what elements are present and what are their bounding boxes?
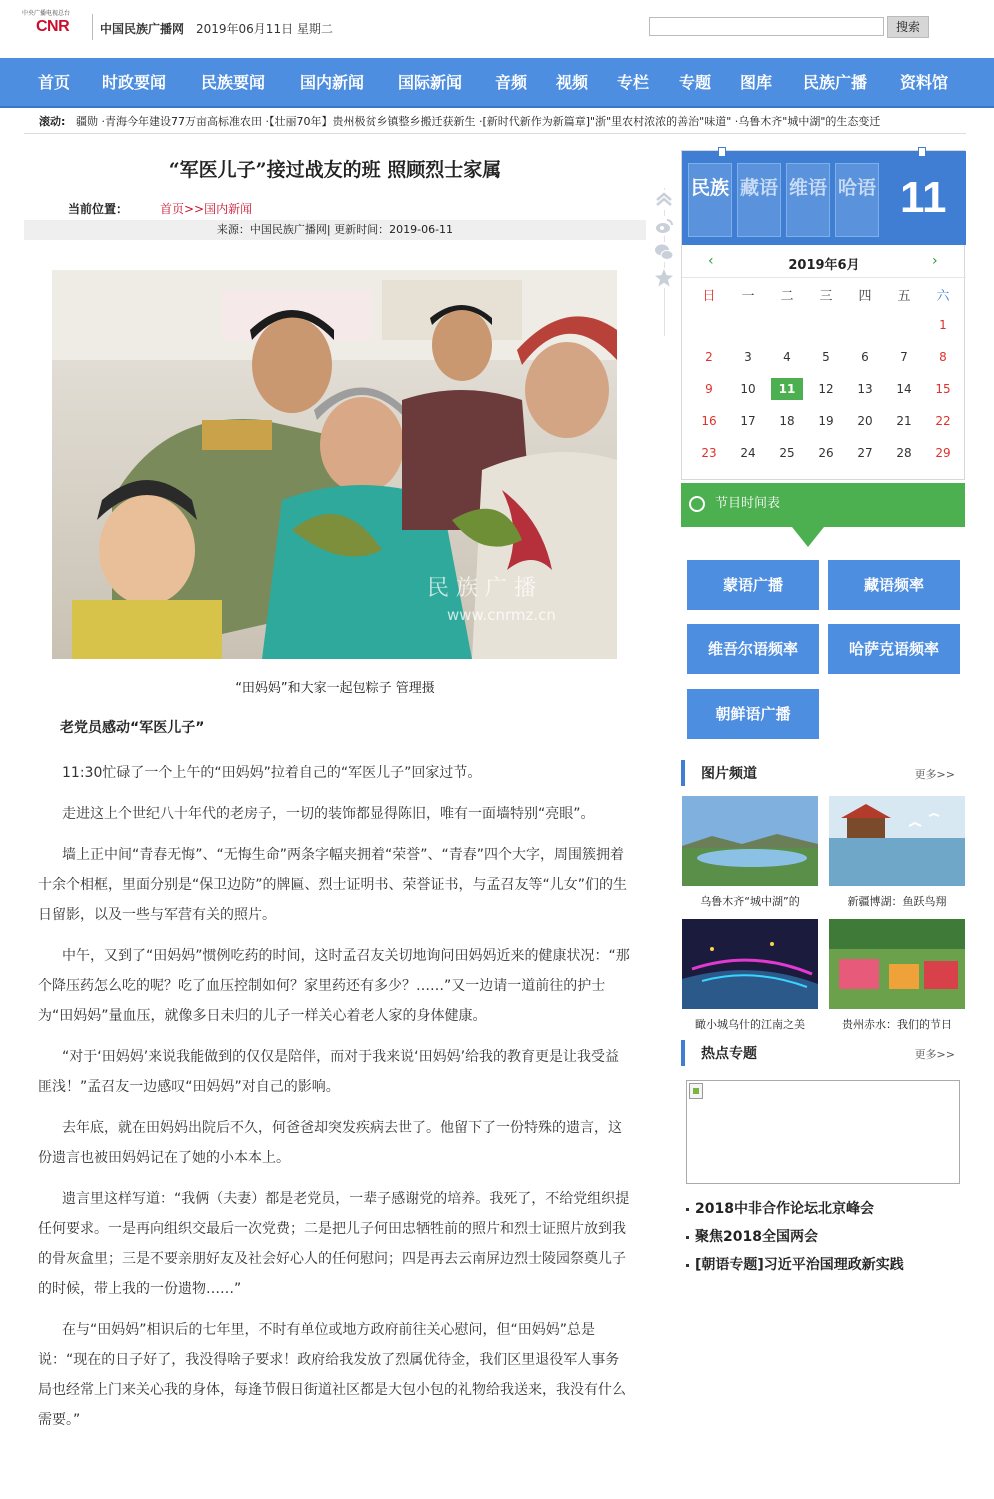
calendar-day[interactable]: 14 bbox=[896, 382, 912, 396]
mongolian-radio-button[interactable]: 蒙语广播 bbox=[687, 560, 819, 610]
nav-item-video[interactable]: 视频 bbox=[556, 73, 589, 92]
kazakh-radio-button[interactable]: 哈萨克语频率 bbox=[828, 624, 960, 674]
calendar-day[interactable]: 25 bbox=[779, 446, 795, 460]
picture-thumb-bohu[interactable] bbox=[829, 796, 965, 886]
calendar-day[interactable]: 10 bbox=[740, 382, 756, 396]
search-button[interactable]: 搜索 bbox=[887, 16, 929, 38]
section-bar bbox=[681, 760, 685, 786]
calendar-day[interactable]: 8 bbox=[939, 350, 947, 364]
wechat-icon[interactable] bbox=[654, 242, 674, 262]
hot-topic-label: 聚焦2018全国两会 bbox=[695, 1229, 818, 1245]
bullet-icon bbox=[686, 1264, 689, 1267]
calendar-weekday: 三 bbox=[819, 289, 833, 304]
paragraph: 走进这上个世纪八十年代的老房子，一切的装饰都显得陈旧，唯有一面墙特别“亮眼”。 bbox=[62, 806, 595, 822]
hot-topics-header bbox=[681, 1038, 965, 1068]
calendar-header bbox=[682, 151, 966, 245]
calendar-day[interactable]: 7 bbox=[900, 350, 908, 364]
calendar-day[interactable]: 27 bbox=[857, 446, 873, 460]
schedule-bar[interactable] bbox=[681, 483, 965, 527]
calendar-day[interactable]: 3 bbox=[744, 350, 752, 364]
paragraph: 11:30忙碌了一个上午的“田妈妈”拉着自己的“军医儿子”回家过节。 bbox=[62, 765, 482, 781]
hot-topic-list bbox=[686, 1198, 966, 1282]
paragraph: 中午，又到了“田妈妈”惯例吃药的时间，这时孟召友关切地询问田妈妈近来的健康状况：“那个降压药怎么吃的呢？吃了血压控制如何？家里药还有多少？……”又一边请一道前往的护士为“田妈妈”量血压，就像多日未归的儿子一样关心着老人家的身体健康。 bbox=[38, 948, 630, 1024]
calendar-widget bbox=[681, 150, 965, 480]
ticker-text[interactable]: 疆勋 ·青海今年建设77万亩高标准农田 ·【壮丽70年】贵州极贫乡镇整乡搬迁获新生 ·[新时代新作为新篇章]"浙"里农村浓浓的善治"味道" ·乌鲁木齐"城中湖"的生态变迁 bbox=[76, 115, 881, 128]
calendar-day[interactable]: 22 bbox=[935, 414, 951, 428]
article-title: “军医儿子”接过战友的班 照顾烈士家属 bbox=[168, 159, 502, 181]
calendar-day[interactable]: 1 bbox=[939, 318, 947, 332]
nav-item-politics[interactable]: 时政要闻 bbox=[102, 73, 167, 92]
calendar-day[interactable]: 5 bbox=[822, 350, 830, 364]
calendar-day[interactable]: 16 bbox=[701, 414, 717, 428]
breadcrumb-label: 当前位置： bbox=[68, 202, 129, 216]
schedule-label: 节目时间表 bbox=[715, 496, 781, 511]
site-name[interactable]: 中国民族广播网 bbox=[100, 22, 185, 36]
nav-item-ethnic-radio[interactable]: 民族广播 bbox=[803, 73, 868, 92]
calendar-weekday: 二 bbox=[780, 289, 794, 304]
favorite-icon[interactable] bbox=[654, 268, 674, 288]
calendar-day[interactable]: 18 bbox=[779, 414, 795, 428]
logo-small-text: 中央广播电视总台 bbox=[22, 10, 71, 17]
calendar-divider bbox=[682, 277, 966, 278]
calendar-day[interactable]: 9 bbox=[705, 382, 713, 396]
picture-channel-title: 图片频道 bbox=[701, 766, 757, 782]
nav-item-ethnic-news[interactable]: 民族要闻 bbox=[201, 73, 266, 92]
photo-watermark-url: www.cnrmz.cn bbox=[447, 606, 556, 624]
calendar-weekday: 六 bbox=[936, 289, 950, 304]
calendar-day[interactable]: 19 bbox=[818, 414, 834, 428]
article-subhead: 老党员感动“军医儿子” bbox=[60, 720, 205, 736]
picture-channel-more-link[interactable]: 更多>> bbox=[914, 768, 955, 781]
calendar-weekday: 五 bbox=[897, 289, 911, 304]
calendar-day[interactable]: 24 bbox=[740, 446, 756, 460]
bullet-icon bbox=[686, 1236, 689, 1239]
hot-topic-banner[interactable] bbox=[686, 1080, 960, 1184]
calendar-day[interactable]: 20 bbox=[857, 414, 873, 428]
ticker-label: 滚动: bbox=[39, 115, 66, 128]
picture-thumb-urumqi[interactable] bbox=[682, 796, 818, 886]
calendar-day[interactable]: 12 bbox=[818, 382, 834, 396]
section-bar bbox=[681, 1040, 685, 1066]
picture-caption[interactable]: 新疆博湖：鱼跃鸟翔 bbox=[847, 895, 947, 908]
cnr-logo[interactable] bbox=[22, 10, 92, 48]
calendar-day[interactable]: 4 bbox=[783, 350, 791, 364]
hot-topic-item[interactable] bbox=[686, 1226, 966, 1254]
hot-topic-item[interactable] bbox=[686, 1198, 966, 1226]
lang-tab-tibetan[interactable]: 藏语 bbox=[737, 163, 781, 237]
schedule-arrow bbox=[792, 527, 824, 547]
picture-caption[interactable]: 瞰小城乌什的江南之美 bbox=[695, 1018, 805, 1031]
nav-item-domestic[interactable]: 国内新闻 bbox=[300, 73, 365, 92]
top-header bbox=[0, 0, 994, 58]
calendar-day[interactable]: 21 bbox=[896, 414, 912, 428]
hot-topics-more-link[interactable]: 更多>> bbox=[914, 1048, 955, 1061]
calendar-ring bbox=[918, 147, 926, 157]
search-input[interactable] bbox=[649, 17, 884, 36]
picture-thumb-chishui[interactable] bbox=[829, 919, 965, 1009]
paragraph: 墙上正中间“青春无悔”、“无悔生命”两条字幅夹拥着“荣誉”、“青春”四个大字，周围簇拥着十余个相框，里面分别是“保卫边防”的牌匾、烈士证明书、荣誉证书，与孟召友等“儿女”们的生日留影，以及一些与军营有关的照片。 bbox=[38, 847, 628, 923]
calendar-weekday: 一 bbox=[741, 289, 755, 304]
weibo-icon[interactable] bbox=[654, 216, 674, 236]
clock-icon bbox=[689, 496, 705, 512]
calendar-ring bbox=[718, 147, 726, 157]
calendar-day[interactable]: 23 bbox=[701, 446, 717, 460]
calendar-day[interactable]: 17 bbox=[740, 414, 756, 428]
article-photo bbox=[52, 270, 617, 659]
calendar-weekday: 日 bbox=[702, 289, 716, 304]
picture-thumb-wushi[interactable] bbox=[682, 919, 818, 1009]
calendar-day[interactable]: 29 bbox=[935, 446, 951, 460]
nav-item-topics[interactable]: 专题 bbox=[679, 73, 712, 92]
article-body bbox=[38, 758, 630, 1446]
lang-tab-uyghur[interactable]: 维语 bbox=[786, 163, 830, 237]
calendar-weekday: 四 bbox=[858, 289, 872, 304]
breadcrumb[interactable]: 首页>>国内新闻 bbox=[160, 202, 253, 216]
calendar-day[interactable]: 6 bbox=[861, 350, 869, 364]
calendar-day[interactable]: 13 bbox=[857, 382, 873, 396]
news-ticker bbox=[24, 110, 966, 134]
tibetan-radio-button[interactable]: 藏语频率 bbox=[828, 560, 960, 610]
broken-image-icon bbox=[689, 1083, 703, 1099]
calendar-day[interactable]: 15 bbox=[935, 382, 951, 396]
lang-tab-kazakh[interactable]: 哈语 bbox=[835, 163, 879, 237]
hot-topic-label: 2018中非合作论坛北京峰会 bbox=[695, 1201, 874, 1217]
paragraph: 在与“田妈妈”相识后的七年里，不时有单位或地方政府前往关心慰问，但“田妈妈”总是说：“现在的日子好了，我没得啥子要求！政府给我发放了烈属优待金，我们区里退役军人事务局也经常上门来关心我的身体，每逢节假日街道社区都是大包小包的礼物给我送来，我没有什么需要。” bbox=[38, 1322, 626, 1428]
paragraph: 去年底，就在田妈妈出院后不久，何爸爸却突发疾病去世了。他留下了一份特殊的遗言，这份遗言也被田妈妈记在了她的小本本上。 bbox=[38, 1120, 622, 1166]
nav-item-column[interactable]: 专栏 bbox=[617, 73, 650, 92]
calendar-day[interactable]: 26 bbox=[818, 446, 834, 460]
logo-main-text: CNR bbox=[36, 18, 70, 35]
hot-topic-label: [朝语专题]习近平治国理政新实践 bbox=[695, 1257, 904, 1273]
qzone-icon[interactable] bbox=[654, 190, 674, 210]
nav-item-archive[interactable]: 资料馆 bbox=[900, 73, 949, 92]
paragraph: 遗言里这样写道：“我俩（夫妻）都是老党员，一辈子感谢党的培养。我死了，不给党组织提任何要求。一是再向组织交最后一次党费；二是把儿子何田忠牺牲前的照片和烈士证照片放到我的骨灰盒里；三是不要亲朋好友及社会好心人的任何慰问；四是再去云南屏边烈士陵园祭奠儿子的时候，带上我的一份遗物……” bbox=[38, 1191, 630, 1297]
photo-caption: “田妈妈”和大家一起包粽子 管理摄 bbox=[235, 681, 435, 696]
article-source: 来源：中国民族广播网| 更新时间：2019-06-11 bbox=[24, 220, 646, 240]
paragraph: “对于‘田妈妈’来说我能做到的仅仅是陪伴，而对于我来说‘田妈妈’给我的教育更是让我受益匪浅！”孟召友一边感叹“田妈妈”对自己的影响。 bbox=[38, 1049, 620, 1095]
uyghur-radio-button[interactable]: 维吾尔语频率 bbox=[687, 624, 819, 674]
calendar-next-button[interactable]: › bbox=[932, 253, 938, 269]
calendar-day-selected[interactable]: 11 bbox=[771, 378, 803, 400]
photo-watermark: 民 族 广 播 bbox=[427, 576, 536, 601]
nav-item-home[interactable]: 首页 bbox=[38, 73, 71, 92]
calendar-big-day: 11 bbox=[900, 173, 947, 222]
nav-item-gallery[interactable]: 图库 bbox=[740, 73, 773, 92]
nav-item-international[interactable]: 国际新闻 bbox=[398, 73, 463, 92]
calendar-prev-button[interactable]: ‹ bbox=[708, 253, 714, 269]
picture-channel-header bbox=[681, 758, 965, 788]
hot-topics-title: 热点专题 bbox=[701, 1046, 757, 1062]
calendar-day[interactable]: 28 bbox=[896, 446, 912, 460]
lang-tab-ethnic[interactable]: 民族 bbox=[688, 163, 732, 237]
nav-item-audio[interactable]: 音频 bbox=[495, 73, 528, 92]
calendar-month: 2019年6月 bbox=[788, 258, 860, 273]
logo-divider bbox=[92, 14, 93, 40]
hot-topic-item[interactable] bbox=[686, 1254, 966, 1282]
main-nav bbox=[0, 58, 994, 108]
picture-caption[interactable]: 贵州赤水：我们的节日 bbox=[842, 1018, 952, 1031]
picture-caption[interactable]: 乌鲁木齐“城中湖”的 bbox=[700, 895, 800, 908]
bullet-icon bbox=[686, 1208, 689, 1211]
header-date: 2019年06月11日 星期二 bbox=[196, 22, 333, 36]
calendar-day[interactable]: 2 bbox=[705, 350, 713, 364]
korean-radio-button[interactable]: 朝鲜语广播 bbox=[687, 689, 819, 739]
